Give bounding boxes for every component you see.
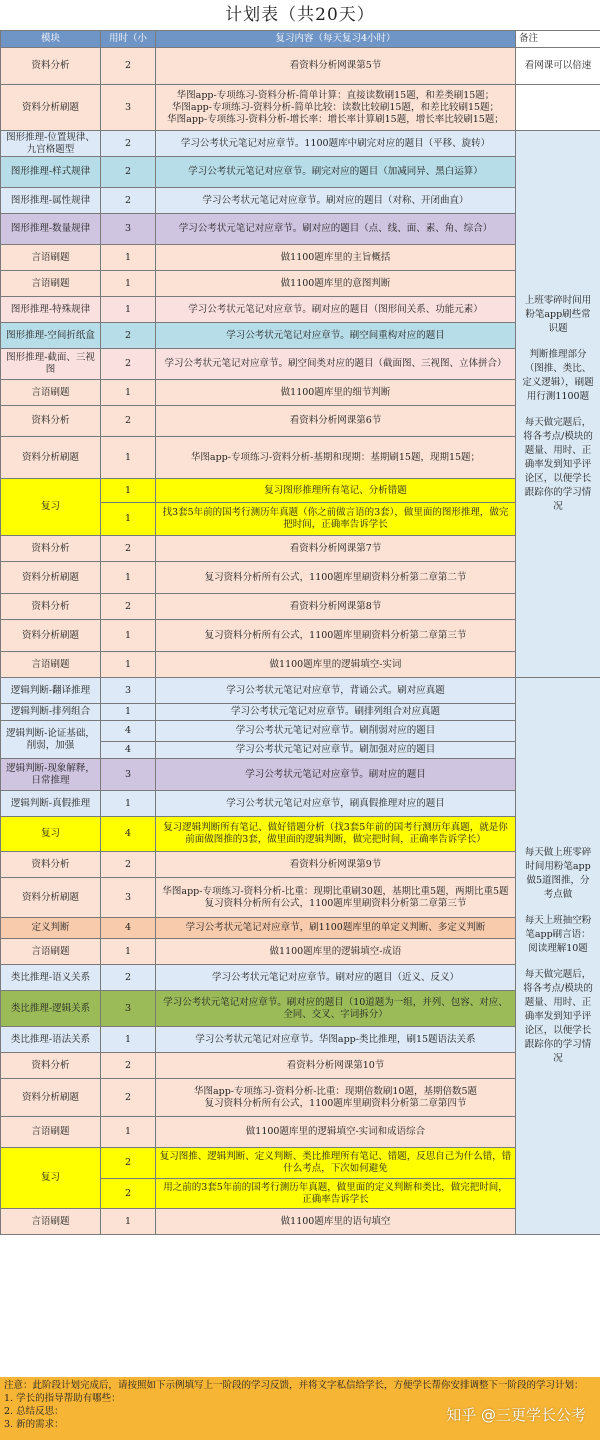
row-content: 学习公考状元笔记对应章节，背诵公式。刷对应真题	[156, 678, 516, 704]
row-hours: 2	[101, 48, 156, 85]
table-row	[1, 1209, 600, 1235]
table-row	[1, 918, 600, 939]
row-module: 逻辑判断-排列组合	[1, 704, 101, 721]
row-hours: 2	[101, 349, 156, 380]
notes-block	[516, 131, 600, 678]
header-content: 复习内容（每天复习4小时）	[156, 31, 516, 48]
table-row	[1, 878, 600, 918]
table-row	[1, 1079, 600, 1117]
row-content: 学习公考状元笔记对应章节。刷对应的题目	[156, 759, 516, 791]
row-content: 学习公考状元笔记对应章节，刷真假推理对应的题目	[156, 791, 516, 817]
row-module: 图形推理-属性规律	[1, 188, 101, 214]
row-content: 华图app-专项练习-资料分析-简单计算：直接读数刷15题，和差类刷15题； 华图app-专项练习-资料分析-简单比较：读数比较刷15题，和差比较刷15题； 华图app-专项练习-资料分析-增长率：增长率计算刷15题，增长率比较刷15题；	[156, 85, 516, 131]
row-content: 复习逻辑判断所有笔记、做好错题分析（找3套5年前的国考行测历年真题，就是你前面做图推的3套，做里面的逻辑判断，做完把时间，正确率告诉学长）	[156, 817, 516, 852]
row-module: 言语刷题	[1, 1117, 101, 1148]
table-row	[1, 620, 600, 652]
row-hours: 2	[101, 157, 156, 188]
table-row	[1, 759, 600, 791]
row-module: 资料分析刷题	[1, 437, 101, 479]
table-row	[1, 817, 600, 852]
row-module: 类比推理-语义关系	[1, 965, 101, 991]
footer-line: 注意：此阶段计划完成后，请按照如下示例填写上一阶段的学习反馈，并将文字私信给学长，方便学长帮你安排调整下一阶段的学习计划：	[4, 1380, 584, 1391]
row-module: 复习	[1, 1148, 101, 1209]
row-content: 复习图形推理所有笔记、分析错题	[156, 479, 516, 503]
row-hours: 1	[101, 1209, 156, 1235]
row-hours: 1	[101, 271, 156, 297]
row-module: 复习	[1, 479, 101, 536]
notes-block	[516, 678, 600, 1235]
row-content: 学习公考状元笔记对应章节。刷空间重构对应的题目	[156, 323, 516, 349]
row-content: 用之前的3套5年前的国考行测历年真题，做里面的定义判断和类比，做完把时间，正确率告诉学长	[156, 1179, 516, 1209]
row-content: 做1100题库里的逻辑填空-成语	[156, 939, 516, 965]
table-row	[1, 1027, 600, 1053]
table-row	[1, 188, 600, 214]
row-hours: 2	[101, 323, 156, 349]
row-hours: 2	[101, 188, 156, 214]
table-row	[1, 594, 600, 620]
row-hours: 1	[101, 620, 156, 652]
table-row	[1, 48, 600, 85]
row-hours: 1	[101, 939, 156, 965]
row-content: 做1100题库里的主旨概括	[156, 245, 516, 271]
row-content: 学习公考状元笔记对应章节，刷1100题库里的单定义判断、多定义判断	[156, 918, 516, 939]
row-content: 学习公考状元笔记对应章节。刷对应的题目（图形间关系、功能元素）	[156, 297, 516, 323]
row-hours: 3	[101, 85, 156, 131]
row-content: 华图app-专项练习-资料分析-比重：现期比重刷30题，基期比重5题，两期比重5题 复习资料分析所有公式，1100题库里刷资料分析第二章第三节	[156, 878, 516, 918]
table-row	[1, 704, 600, 721]
row-content: 学习公考状元笔记对应章节。刷空间类对应的题目（截面图、三视图、立体拼合）	[156, 349, 516, 380]
row-module: 图形推理-截面、三视图	[1, 349, 101, 380]
row-module: 图形推理-特殊规律	[1, 297, 101, 323]
row-content: 学习公考状元笔记对应章节。1100题库中刷完对应的题目（平移、旋转）	[156, 131, 516, 157]
row-hours: 1	[101, 562, 156, 594]
note-paragraph: 每天上班抽空粉笔app刷言语：阅读理解10题	[524, 915, 592, 954]
row-hours: 4	[101, 817, 156, 852]
note-first: 看网课可以倍速	[516, 48, 600, 85]
row-hours: 3	[101, 214, 156, 245]
table-row	[1, 1148, 600, 1179]
row-content: 华图app-专项练习-资料分析-基期和现期：基期刷15题，现期15题；	[156, 437, 516, 479]
row-content: 看资料分析网课第7节	[156, 536, 516, 562]
row-hours: 4	[101, 721, 156, 742]
row-hours: 4	[101, 918, 156, 939]
row-module: 言语刷题	[1, 271, 101, 297]
footer-line: 2. 总结反思：	[4, 1406, 64, 1417]
row-hours: 2	[101, 594, 156, 620]
table-row	[1, 536, 600, 562]
row-hours: 1	[101, 297, 156, 323]
row-hours: 1	[101, 791, 156, 817]
table-row	[1, 157, 600, 188]
note-empty	[516, 85, 600, 131]
header-hours: 用时（小	[101, 31, 156, 48]
row-content: 华图app-专项练习-资料分析-比重：现期倍数刷10题，基期倍数5题 复习资料分析所有公式，1100题库里刷资料分析第二章第四节	[156, 1079, 516, 1117]
row-content: 看资料分析网课第8节	[156, 594, 516, 620]
row-hours: 1	[101, 503, 156, 536]
row-module: 资料分析	[1, 852, 101, 878]
row-module: 类比推理-语法关系	[1, 1027, 101, 1053]
row-content: 学习公考状元笔记对应章节。刷对应的题目（10道题为一组，并列、包容、对应、全同、交叉、字词拆分）	[156, 991, 516, 1027]
row-module: 资料分析刷题	[1, 620, 101, 652]
row-module: 资料分析	[1, 406, 101, 437]
row-hours: 3	[101, 678, 156, 704]
row-content: 学习公考状元笔记对应章节。刷加强对应的题目	[156, 742, 516, 759]
table-row	[1, 323, 600, 349]
row-hours: 1	[101, 245, 156, 271]
row-hours: 3	[101, 759, 156, 791]
header-notes: 备注	[516, 31, 600, 48]
row-module: 图形推理-数量规律	[1, 214, 101, 245]
table-row	[1, 214, 600, 245]
table-row	[1, 852, 600, 878]
row-hours: 1	[101, 704, 156, 721]
row-content: 复习图推、逻辑判断、定义判断、类比推理所有笔记、错题，反思自己为什么错，错什么考点，下次如何避免	[156, 1148, 516, 1179]
footer-line: 3. 新的需求：	[4, 1419, 64, 1430]
row-module: 资料分析刷题	[1, 85, 101, 131]
row-hours: 3	[101, 991, 156, 1027]
row-content: 学习公考状元笔记对应章节。刷削弱对应的题目	[156, 721, 516, 742]
row-content: 做1100题库里的意图判断	[156, 271, 516, 297]
row-module: 言语刷题	[1, 1209, 101, 1235]
row-hours: 4	[101, 742, 156, 759]
table-row	[1, 297, 600, 323]
row-module: 复习	[1, 817, 101, 852]
row-hours: 1	[101, 479, 156, 503]
row-module: 逻辑判断-真假推理	[1, 791, 101, 817]
row-content: 看资料分析网课第9节	[156, 852, 516, 878]
row-module: 言语刷题	[1, 245, 101, 271]
row-module: 逻辑判断-翻译推理	[1, 678, 101, 704]
row-hours: 2	[101, 536, 156, 562]
row-hours: 2	[101, 1053, 156, 1079]
table-row	[1, 562, 600, 594]
table-header-row	[1, 31, 600, 48]
row-module: 类比推理-逻辑关系	[1, 991, 101, 1027]
row-content: 做1100题库里的逻辑填空-实词	[156, 652, 516, 678]
row-content: 做1100题库里的语句填空	[156, 1209, 516, 1235]
row-content: 学习公考状元笔记对应章节。刷对应的题目（近义、反义）	[156, 965, 516, 991]
row-content: 复习资料分析所有公式，1100题库里刷资料分析第二章第三节	[156, 620, 516, 652]
table-row	[1, 1117, 600, 1148]
row-content: 复习资料分析所有公式，1100题库里刷资料分析第二章第二节	[156, 562, 516, 594]
plan-table	[0, 30, 600, 1235]
row-module: 资料分析	[1, 536, 101, 562]
row-hours: 3	[101, 878, 156, 918]
table-row	[1, 380, 600, 406]
row-module: 资料分析刷题	[1, 1079, 101, 1117]
row-module: 资料分析刷题	[1, 878, 101, 918]
note-paragraph: 每天做完题后，将各考点/模块的题量、用时、正确率发到知乎评论区，以便学长跟踪你的学习情况	[523, 417, 593, 512]
row-content: 学习公考状元笔记对应章节。华图app-类比推理，刷15题语法关系	[156, 1027, 516, 1053]
row-hours: 2	[101, 1148, 156, 1179]
row-hours: 1	[101, 1027, 156, 1053]
watermark: 知乎 @三更学长公考	[446, 1406, 586, 1424]
row-module: 定义判断	[1, 918, 101, 939]
table-row	[1, 85, 600, 131]
row-content: 找3套5年前的国考行测历年真题（你之前做言语的3套），做里面的图形推理，做完把时间，正确率告诉学长	[156, 503, 516, 536]
note-paragraph: 每天做上班零碎时间用粉笔app做5道图推，分考点做	[524, 847, 592, 900]
row-hours: 2	[101, 131, 156, 157]
table-row	[1, 991, 600, 1027]
table-row	[1, 1053, 600, 1079]
row-module: 资料分析	[1, 48, 101, 85]
row-content: 学习公考状元笔记对应章节。刷完对应的题目（加减同异、黑白运算）	[156, 157, 516, 188]
row-content: 看资料分析网课第5节	[156, 48, 516, 85]
row-content: 学习公考状元笔记对应章节。刷对应的题目（对称、开闭曲直）	[156, 188, 516, 214]
row-hours: 1	[101, 380, 156, 406]
row-hours: 2	[101, 406, 156, 437]
row-hours: 1	[101, 1117, 156, 1148]
row-module: 逻辑判断-论证基础，削弱，加强	[1, 721, 101, 759]
note-paragraph: 上班零碎时间用粉笔app刷些常识题	[524, 295, 592, 334]
row-module: 图形推理-空间折纸盒	[1, 323, 101, 349]
row-module: 言语刷题	[1, 380, 101, 406]
row-module: 言语刷题	[1, 939, 101, 965]
row-content: 做1100题库里的逻辑填空-实词和成语综合	[156, 1117, 516, 1148]
table-row	[1, 939, 600, 965]
row-content: 学习公考状元笔记对应章节。刷排列组合对应真题	[156, 704, 516, 721]
header-module: 模块	[1, 31, 101, 48]
table-row	[1, 349, 600, 380]
table-row	[1, 652, 600, 678]
row-module: 逻辑判断-现象解释，日常推理	[1, 759, 101, 791]
table-row	[1, 479, 600, 503]
table-row	[1, 131, 600, 157]
footer-line: 1. 学长的指导帮助有哪些：	[4, 1393, 121, 1404]
row-hours: 1	[101, 437, 156, 479]
row-hours: 2	[101, 1179, 156, 1209]
table-row	[1, 437, 600, 479]
row-content: 学习公考状元笔记对应章节。刷对应的题目（点、线、面、素、角、综合）	[156, 214, 516, 245]
table-row	[1, 271, 600, 297]
table-row	[1, 791, 600, 817]
row-content: 看资料分析网课第10节	[156, 1053, 516, 1079]
table-row	[1, 965, 600, 991]
note-paragraph: 每天做完题后，将各考点/模块的题量、用时、正确率发到知乎评论区，以便学长跟踪你的学习情况	[523, 969, 593, 1064]
row-hours: 1	[101, 652, 156, 678]
row-module: 资料分析	[1, 594, 101, 620]
row-module: 图形推理-样式规律	[1, 157, 101, 188]
row-module: 图形推理-位置规律、九宫格题型	[1, 131, 101, 157]
row-hours: 2	[101, 852, 156, 878]
row-module: 言语刷题	[1, 652, 101, 678]
row-module: 资料分析刷题	[1, 562, 101, 594]
table-row	[1, 406, 600, 437]
row-hours: 2	[101, 965, 156, 991]
row-hours: 2	[101, 1079, 156, 1117]
page-title: 计划表（共20天）	[225, 5, 375, 25]
table-row	[1, 678, 600, 704]
table-row	[1, 721, 600, 742]
table-row	[1, 245, 600, 271]
row-content: 做1100题库里的细节判断	[156, 380, 516, 406]
row-module: 资料分析	[1, 1053, 101, 1079]
row-content: 看资料分析网课第6节	[156, 406, 516, 437]
note-paragraph: 判断推理部分（图推、类比、定义逻辑），刷题用行测1100题	[522, 349, 594, 402]
